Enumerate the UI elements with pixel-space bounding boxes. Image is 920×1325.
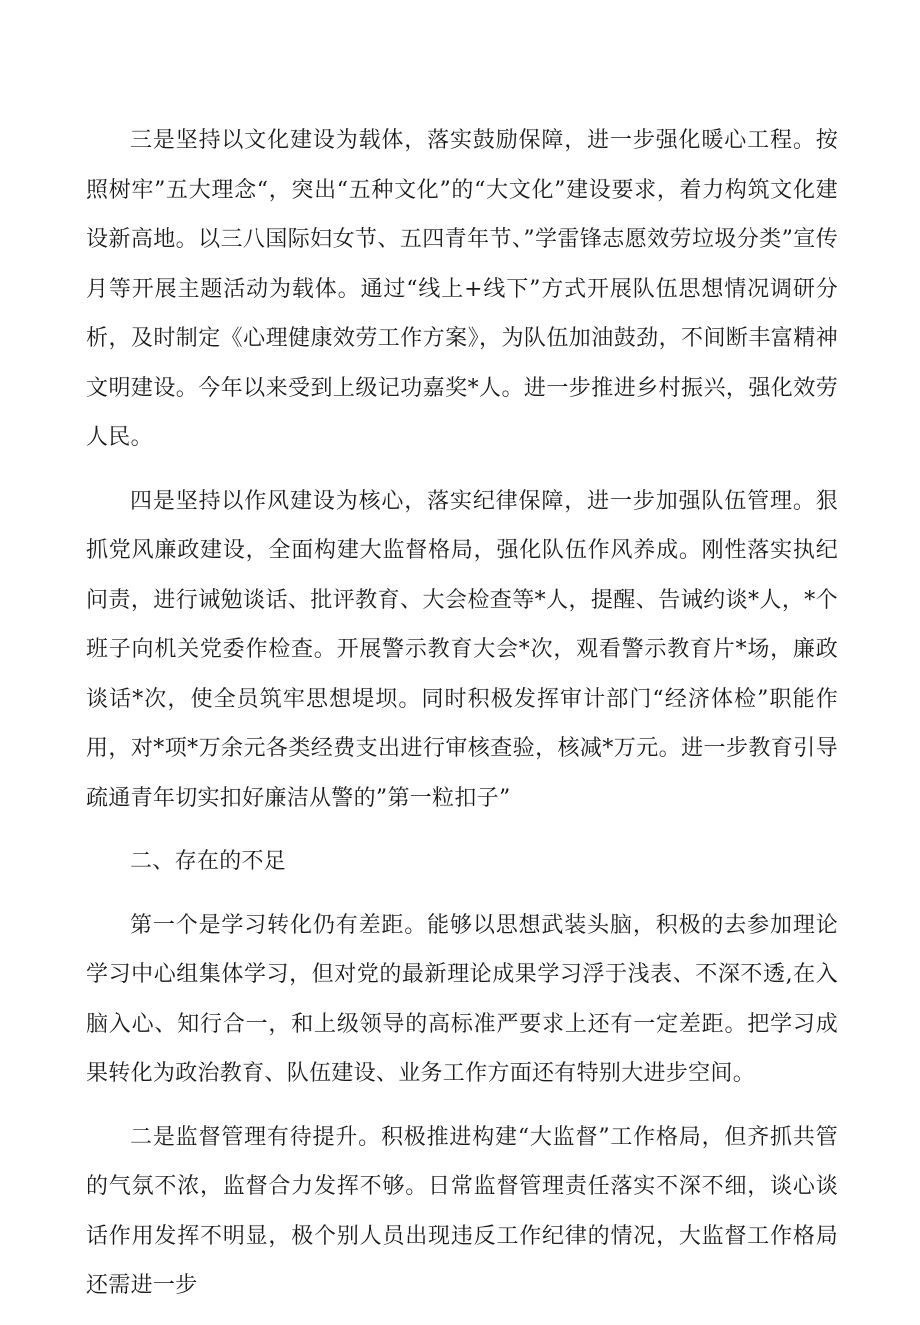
section-heading-shortcomings: 二、存在的不足 — [130, 849, 287, 874]
paragraph-style-building: 四是坚持以作风建设为核心，落实纪律保障，进一步加强队伍管理。狠抓党风廉政建设，全面构建大监督格局，强化队伍作风养成。刚性落实执纪问责，进行诫勉谈话、批评教育、大会检查等*人，提醒、告诫约谈*人，*个班子向机关党委作检查。开展警示教育大会*次，观看警示教育片*场，廉政谈话*次，使全员筑牢思想堤坝。同时积极发挥审计部门“经济体检”职能作用，对*项*万余元各类经费支出进行审核查验，核减*万元。进一步教育引导疏通青年切实扣好廉洁从警的”第一粒扣子” — [86, 488, 838, 811]
paragraph-supervision: 二是监督管理有待提升。积极推进构建“大监督”工作格局，但齐抓共管的气氛不浓，监督合力发挥不够。日常监督管理责任落实不深不细，谈心谈话作用发挥不明显，极个别人员出现违反工作纪律的情况，大监督工作格局还需进一步 — [86, 1124, 838, 1298]
document-body — [86, 116, 838, 1325]
paragraph-learning-gap: 第一个是学习转化仍有差距。能够以思想武装头脑，积极的去参加理论学习中心组集体学习，但对党的最新理论成果学习浮于浅表、不深不透,在入脑入心、知行合一，和上级领导的高标准严要求上还有一定差距。把学习成果转化为政治教育、队伍建设、业务工作方面还有特别大进步空间。 — [86, 912, 838, 1086]
paragraph-culture-building: 三是坚持以文化建设为载体，落实鼓励保障，进一步强化暖心工程。按照树牢”五大理念“，突出“五种文化”的“大文化”建设要求，着力构筑文化建设新高地。以三八国际妇女节、五四青年节、”学雷锋志愿效劳垃圾分类”宣传月等开展主题活动为载体。通过“线上+线下”方式开展队伍思想情况调研分析，及时制定《心理健康效劳工作方案》，为队伍加油鼓劲，不间断丰富精神文明建设。今年以来受到上级记功嘉奖*人。进一步推进乡村振兴，强化效劳人民。 — [86, 128, 838, 450]
